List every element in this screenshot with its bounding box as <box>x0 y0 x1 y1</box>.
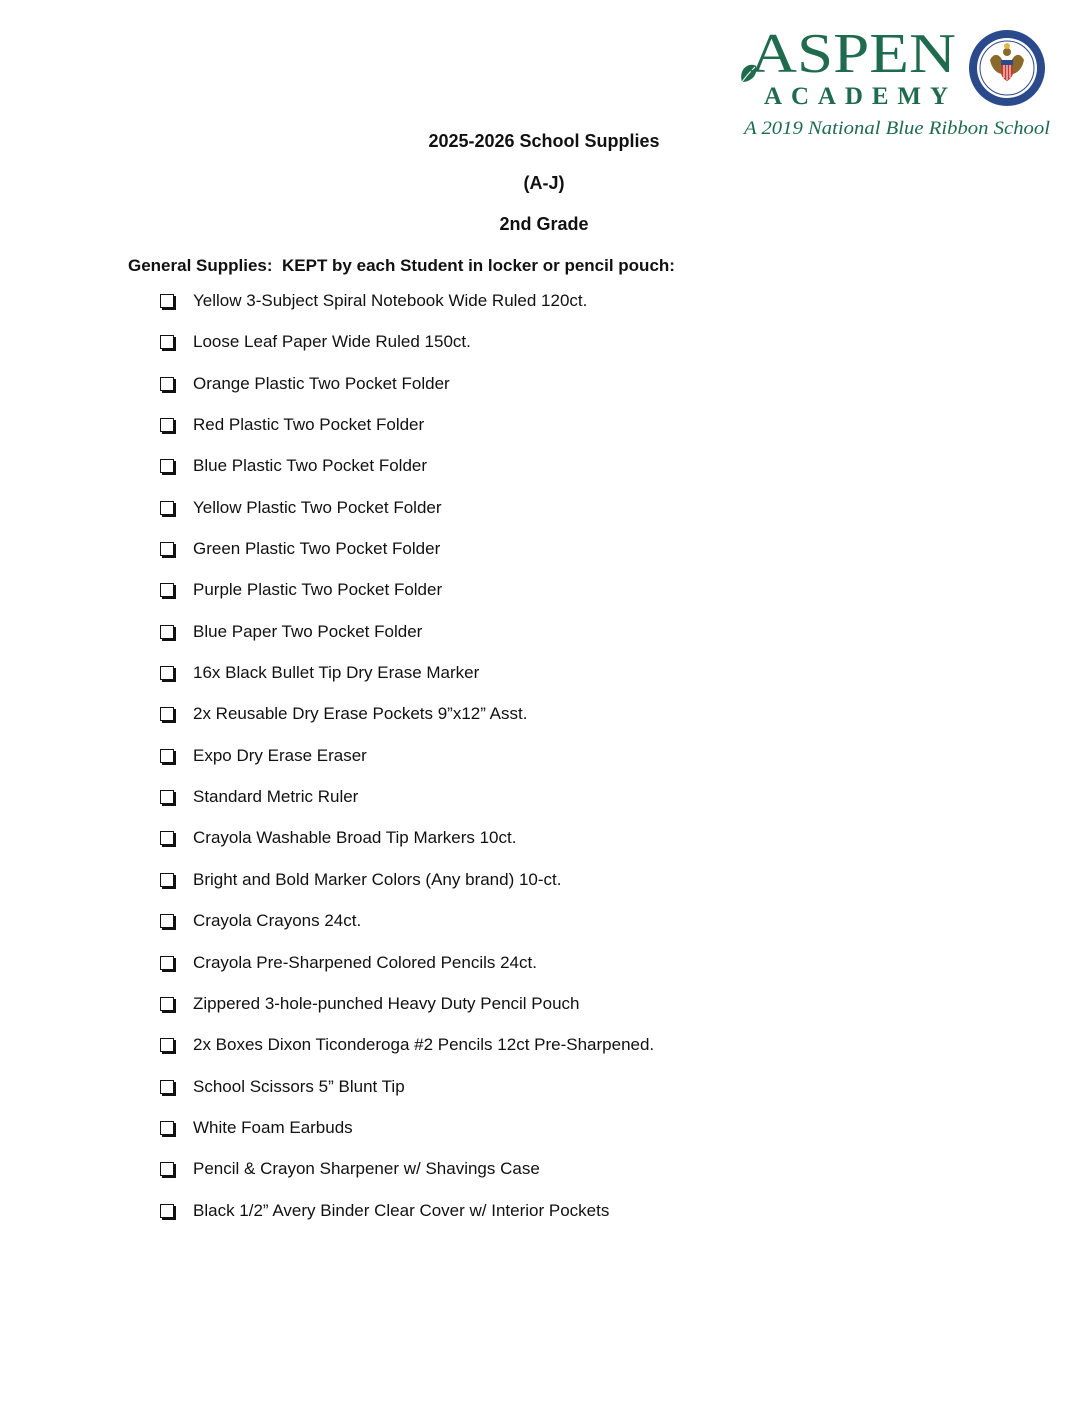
supply-item <box>160 621 654 662</box>
checkbox-icon[interactable] <box>160 501 174 515</box>
supply-item <box>160 993 654 1034</box>
supply-item-label: Crayola Crayons 24ct. <box>193 911 362 931</box>
checkbox-icon[interactable] <box>160 749 174 763</box>
supply-item <box>160 1200 654 1241</box>
supply-item-label: Loose Leaf Paper Wide Ruled 150ct. <box>193 332 471 352</box>
supply-item-label: 16x Black Bullet Tip Dry Erase Marker <box>193 663 480 683</box>
supply-item <box>160 290 654 331</box>
supply-item-label: Crayola Pre-Sharpened Colored Pencils 24ct. <box>193 952 537 972</box>
supply-item-label: Black 1/2” Avery Binder Clear Cover w/ Interior Pockets <box>193 1200 610 1220</box>
supply-item-label: Green Plastic Two Pocket Folder <box>193 539 441 559</box>
checkbox-icon[interactable] <box>160 873 174 887</box>
checkbox-icon[interactable] <box>160 377 174 391</box>
logo-name: ASPEN <box>750 24 956 85</box>
supply-item-label: Orange Plastic Two Pocket Folder <box>193 373 450 393</box>
supply-item <box>160 373 654 414</box>
supply-item-label: Yellow 3-Subject Spiral Notebook Wide Ruled 120ct. <box>193 291 588 310</box>
seal-icon <box>969 30 1045 106</box>
checkbox-icon[interactable] <box>160 335 174 349</box>
checkbox-icon[interactable] <box>160 997 174 1011</box>
checkbox-icon[interactable] <box>160 542 174 556</box>
checkbox-icon[interactable] <box>160 459 174 473</box>
checkbox-icon[interactable] <box>160 1080 174 1094</box>
supply-item-label: Yellow Plastic Two Pocket Folder <box>193 497 442 517</box>
checkbox-icon[interactable] <box>160 1121 174 1135</box>
supply-item <box>160 1034 654 1075</box>
supply-item-label: Zippered 3-hole-punched Heavy Duty Pencil Pouch <box>193 993 580 1013</box>
checkbox-icon[interactable] <box>160 707 174 721</box>
page-subtitle-grade: 2nd Grade <box>499 214 589 234</box>
checkbox-icon[interactable] <box>160 666 174 680</box>
supply-item-label: 2x Reusable Dry Erase Pockets 9”x12” Asst. <box>193 704 528 724</box>
checkbox-icon[interactable] <box>160 583 174 597</box>
supply-item-label: Blue Plastic Two Pocket Folder <box>193 456 428 476</box>
supply-item <box>160 910 654 951</box>
supply-item <box>160 952 654 993</box>
supply-item <box>160 497 654 538</box>
supply-item <box>160 827 654 868</box>
checkbox-icon[interactable] <box>160 1038 174 1052</box>
supply-item-label: Crayola Washable Broad Tip Markers 10ct. <box>193 828 517 848</box>
checkbox-icon[interactable] <box>160 1204 174 1218</box>
supply-item-label: School Scissors 5” Blunt Tip <box>193 1076 405 1096</box>
supply-item-label: 2x Boxes Dixon Ticonderoga #2 Pencils 12ct Pre-Sharpened. <box>193 1035 655 1055</box>
supply-item-label: Red Plastic Two Pocket Folder <box>193 415 425 435</box>
page-title: 2025-2026 School Supplies <box>428 131 660 151</box>
supply-item-label: Purple Plastic Two Pocket Folder <box>193 580 443 600</box>
logo-subname: ACADEMY <box>764 83 948 110</box>
supply-item <box>160 1117 654 1158</box>
supply-item <box>160 662 654 703</box>
checkbox-icon[interactable] <box>160 294 174 308</box>
supply-item <box>160 869 654 910</box>
supply-item <box>160 538 654 579</box>
supply-item <box>160 703 654 744</box>
logo-tagline: A 2019 National Blue Ribbon School <box>741 118 1050 139</box>
supply-list <box>160 290 654 1241</box>
supply-item <box>160 331 654 372</box>
supply-item-label: Standard Metric Ruler <box>193 787 359 807</box>
checkbox-icon[interactable] <box>160 914 174 928</box>
supply-item-label: Bright and Bold Marker Colors (Any brand) 10-ct. <box>193 869 562 889</box>
supply-item-label: Expo Dry Erase Eraser <box>193 745 367 765</box>
checkbox-icon[interactable] <box>160 625 174 639</box>
supply-item-label: White Foam Earbuds <box>193 1117 353 1137</box>
checkbox-icon[interactable] <box>160 418 174 432</box>
section-label: General Supplies: KEPT by each Student in locker or pencil pouch: <box>128 256 675 275</box>
supply-item <box>160 1076 654 1117</box>
checkbox-icon[interactable] <box>160 956 174 970</box>
supply-item <box>160 786 654 827</box>
supply-item <box>160 1158 654 1199</box>
supply-item-label: Blue Paper Two Pocket Folder <box>193 621 423 641</box>
checkbox-icon[interactable] <box>160 790 174 804</box>
checkbox-icon[interactable] <box>160 1162 174 1176</box>
page-subtitle-range: (A-J) <box>523 173 565 193</box>
checkbox-icon[interactable] <box>160 831 174 845</box>
supply-item <box>160 414 654 455</box>
supply-item-label: Pencil & Crayon Sharpener w/ Shavings Case <box>193 1159 540 1179</box>
supply-item <box>160 455 654 496</box>
supply-item <box>160 579 654 620</box>
supply-item <box>160 745 654 786</box>
aspen-academy-logo <box>736 24 1056 142</box>
